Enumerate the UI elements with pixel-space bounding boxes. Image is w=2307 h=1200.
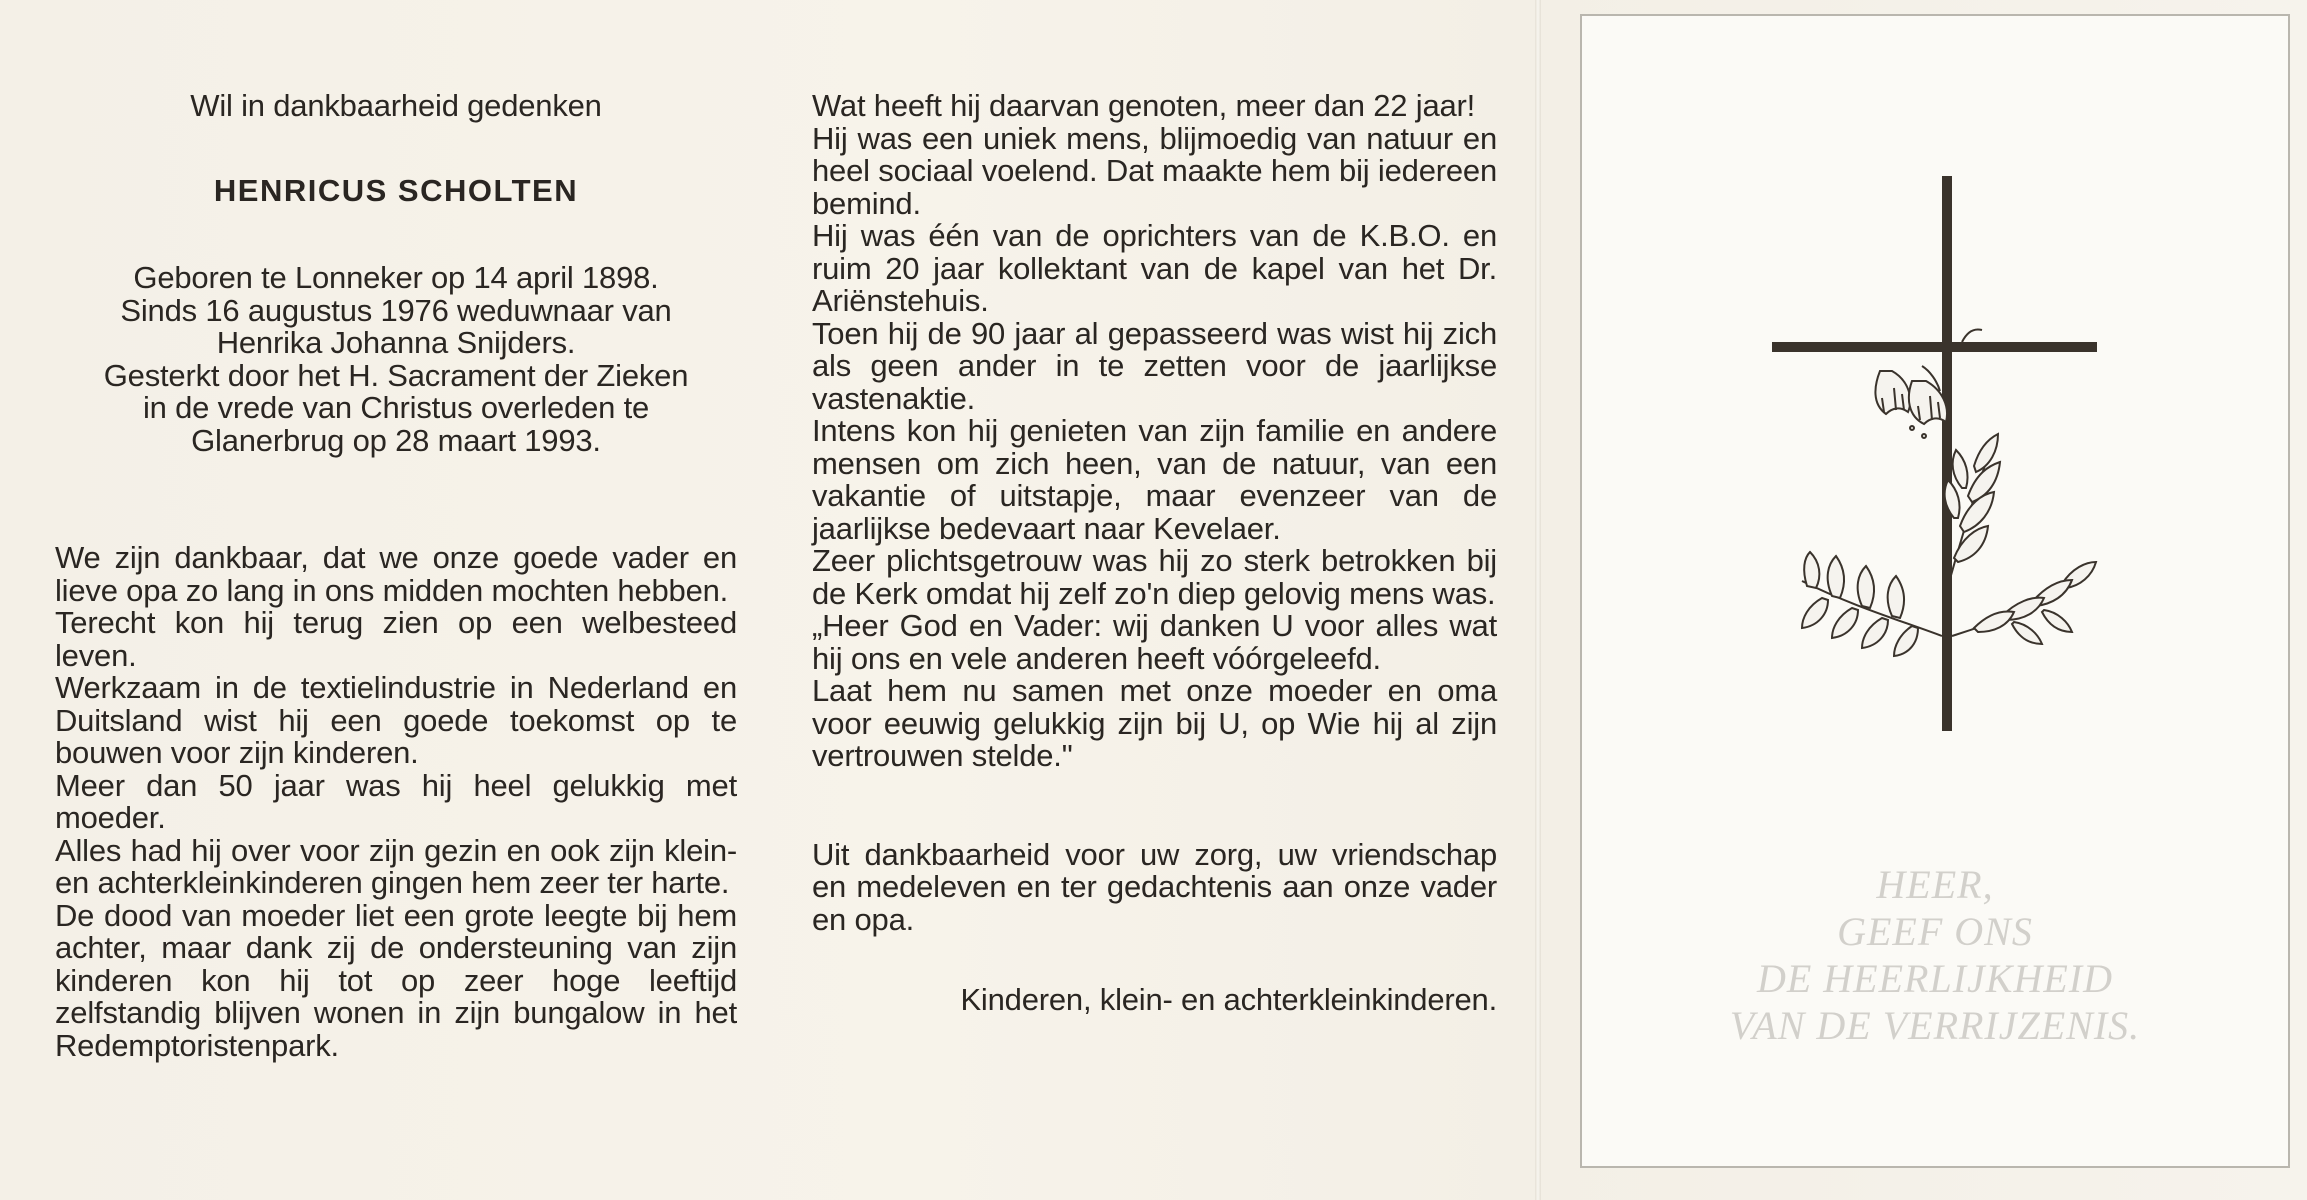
- paragraph: We zijn dankbaar, dat we onze goede vader en lieve opa zo lang in ons midden mochten hebben.: [55, 540, 737, 608]
- paragraph: Wat heeft hij daarvan genoten, meer dan 22 jaar!: [812, 88, 1476, 123]
- verse-line: GEEF ONS: [1837, 909, 2033, 954]
- paragraph: Hij was één van de oprichters van de K.B.O. en ruim 20 jaar kollektant van de kapel van het Dr. Ariënstehuis.: [812, 218, 1497, 318]
- paragraph: Intens kon hij genieten van zijn familie en andere mensen om zich heen, van de natuur, van een vakantie of uitstapje, maar evenzeer van de jaarlijkse bedevaart naar Kevelaer.: [812, 413, 1497, 546]
- paragraph: Werkzaam in de textielindustrie in Nederland en Duitsland wist hij een goede toekomst op te bouwen voor zijn kinderen.: [55, 670, 737, 770]
- paragraph: Terecht kon hij terug zien op een welbesteed leven.: [55, 605, 737, 673]
- deceased-name: HENRICUS SCHOLTEN: [213, 172, 579, 208]
- bio-line: Sinds 16 augustus 1976 weduwnaar van: [120, 292, 672, 328]
- bio-line: Geboren te Lonneker op 14 april 1898.: [133, 260, 659, 295]
- paragraph: De dood van moeder liet een grote leegte bij hem achter, maar dank zij de ondersteuning van zijn kinderen kon hij tot op zeer hoge leeftijd zelfstandig blijven wonen in zijn bungalow in het Redemptoristenpark.: [55, 897, 737, 1063]
- left-column: [55, 90, 737, 1062]
- spacer: [812, 773, 1497, 839]
- verse-line: HEER,: [1876, 862, 1994, 907]
- middle-column: [812, 90, 1497, 1017]
- bio-line: Henrika Johanna Snijders.: [216, 325, 576, 360]
- prayer-card: [1580, 14, 2290, 1168]
- bio-line: in de vrede van Christus overleden te: [142, 390, 650, 425]
- family-signature: Kinderen, klein- en achterkleinkinderen.: [960, 982, 1497, 1017]
- prayer-paragraph: Laat hem nu samen met onze moeder en oma voor eeuwig gelukkig zijn bij U, op Wie hij al zijn vertrouwen stelde.": [812, 673, 1497, 773]
- paragraph: Alles had hij over voor zijn gezin en ook zijn klein- en achterkleinkinderen gingen hem zeer ter harte.: [55, 832, 737, 900]
- cross-with-flowers-icon: [1762, 166, 2112, 746]
- paragraph: Meer dan 50 jaar was hij heel gelukkig met moeder.: [55, 767, 737, 835]
- resurrection-verse: [1582, 861, 2288, 1049]
- bio-line: Glanerbrug op 28 maart 1993.: [191, 422, 601, 458]
- verse-line: DE HEERLIJKHEID: [1756, 956, 2114, 1001]
- paragraph: Zeer plichtsgetrouw was hij zo sterk betrokken bij de Kerk omdat hij zelf zo'n diep gelovig mens was.: [812, 543, 1497, 611]
- thanks-paragraph: Uit dankbaarheid voor uw zorg, uw vriendschap en medeleven en ter gedachtenis aan onze vader en opa.: [812, 836, 1497, 937]
- verse-line: VAN DE VERRIJZENIS.: [1729, 1003, 2141, 1048]
- prayer-paragraph: „Heer God en Vader: wij danken U voor alles wat hij ons en vele anderen heeft vóórgeleefd.: [812, 608, 1497, 676]
- paragraph: Hij was een uniek mens, blijmoedig van natuur en heel sociaal voelend. Dat maakte hem bij iedereen bemind.: [812, 120, 1497, 221]
- opening-line: Wil in dankbaarheid gedenken: [190, 88, 602, 123]
- bio-line: Gesterkt door het H. Sacrament der Zieken: [103, 357, 689, 393]
- biography-block: [55, 262, 737, 457]
- card-fold: [1535, 0, 1541, 1200]
- paragraph: Toen hij de 90 jaar al gepasseerd was wist hij zich als geen ander in te zetten voor de jaarlijkse vastenaktie.: [812, 315, 1497, 416]
